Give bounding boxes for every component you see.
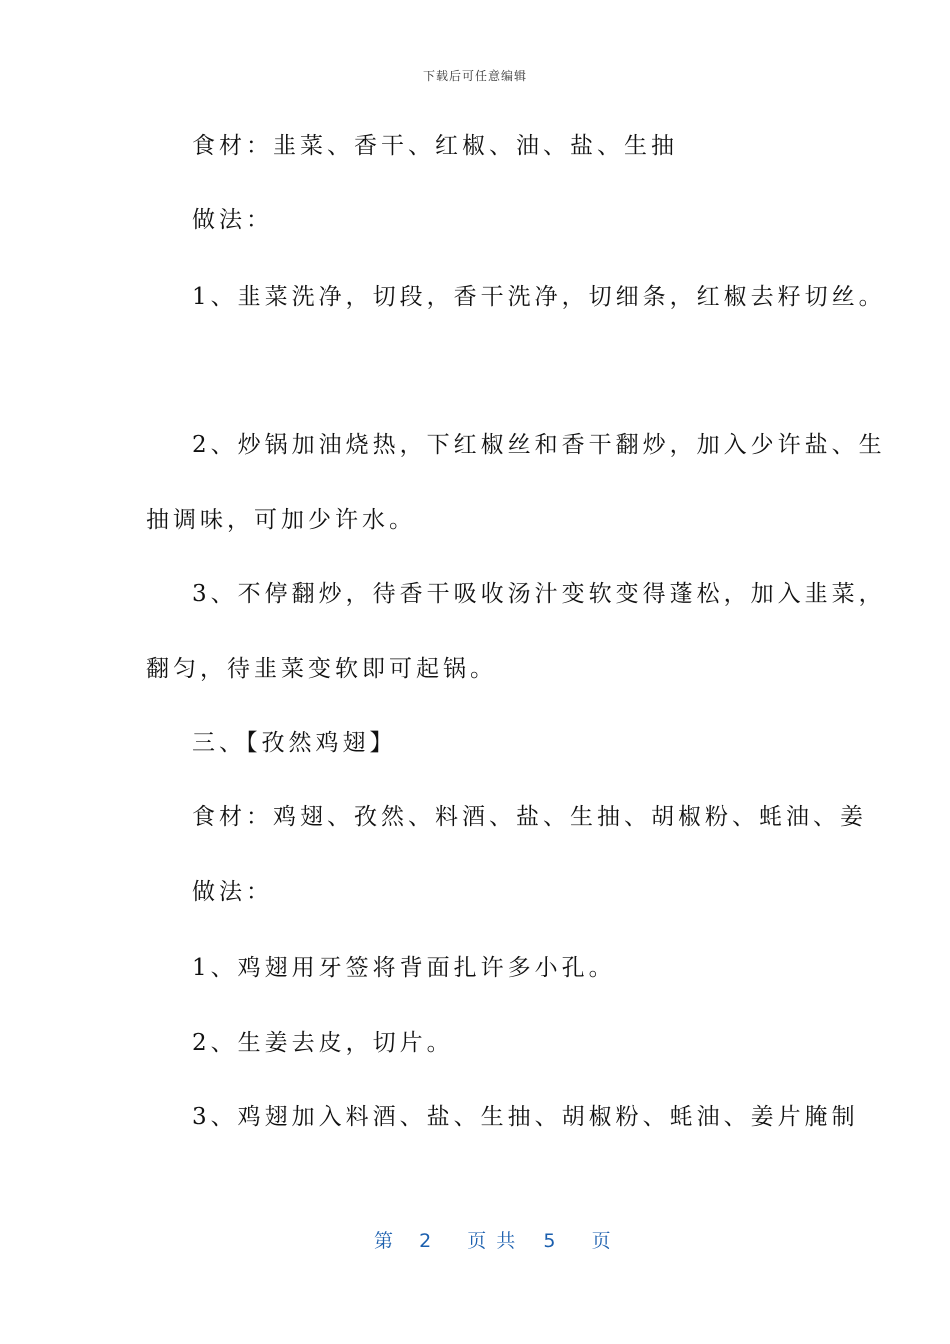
- footer-prefix: 第: [374, 1230, 394, 1252]
- section-heading-cumin-wings: 三、【孜然鸡翅】: [192, 730, 397, 756]
- step-3-line-b: 翻匀，待韭菜变软即可起锅。: [146, 656, 497, 682]
- step-3-line-a: 3、不停翻炒，待香干吸收汤汁变软变得蓬松，加入韭菜，: [192, 581, 886, 607]
- step-2-line-a: 2、炒锅加油烧热，下红椒丝和香干翻炒，加入少许盐、生: [192, 432, 886, 458]
- footer-mid: 页共: [467, 1230, 526, 1252]
- method-heading-2: 做法：: [192, 879, 273, 905]
- footer-current-page: 2: [419, 1230, 432, 1252]
- step-1-line: 1、韭菜洗净，切段，香干洗净，切细条，红椒去籽切丝。: [192, 284, 886, 310]
- footer-total-pages: 5: [543, 1230, 556, 1252]
- step-2-line-b: 抽调味，可加少许水。: [146, 507, 416, 533]
- page-header-note: 下载后可任意编辑: [422, 69, 527, 83]
- wings-step-1-line: 1、鸡翅用牙签将背面扎许多小孔。: [192, 955, 616, 981]
- wings-step-2-line: 2、生姜去皮，切片。: [192, 1030, 454, 1056]
- page-number-footer: [374, 1226, 611, 1253]
- method-heading-1: 做法：: [192, 207, 273, 233]
- ingredients-line-2: 食材：鸡翅、孜然、料酒、盐、生抽、胡椒粉、蚝油、姜: [192, 804, 867, 830]
- ingredients-line-1: 食材：韭菜、香干、红椒、油、盐、生抽: [192, 133, 678, 159]
- footer-suffix: 页: [591, 1230, 611, 1252]
- wings-step-3-line: 3、鸡翅加入料酒、盐、生抽、胡椒粉、蚝油、姜片腌制: [192, 1104, 859, 1130]
